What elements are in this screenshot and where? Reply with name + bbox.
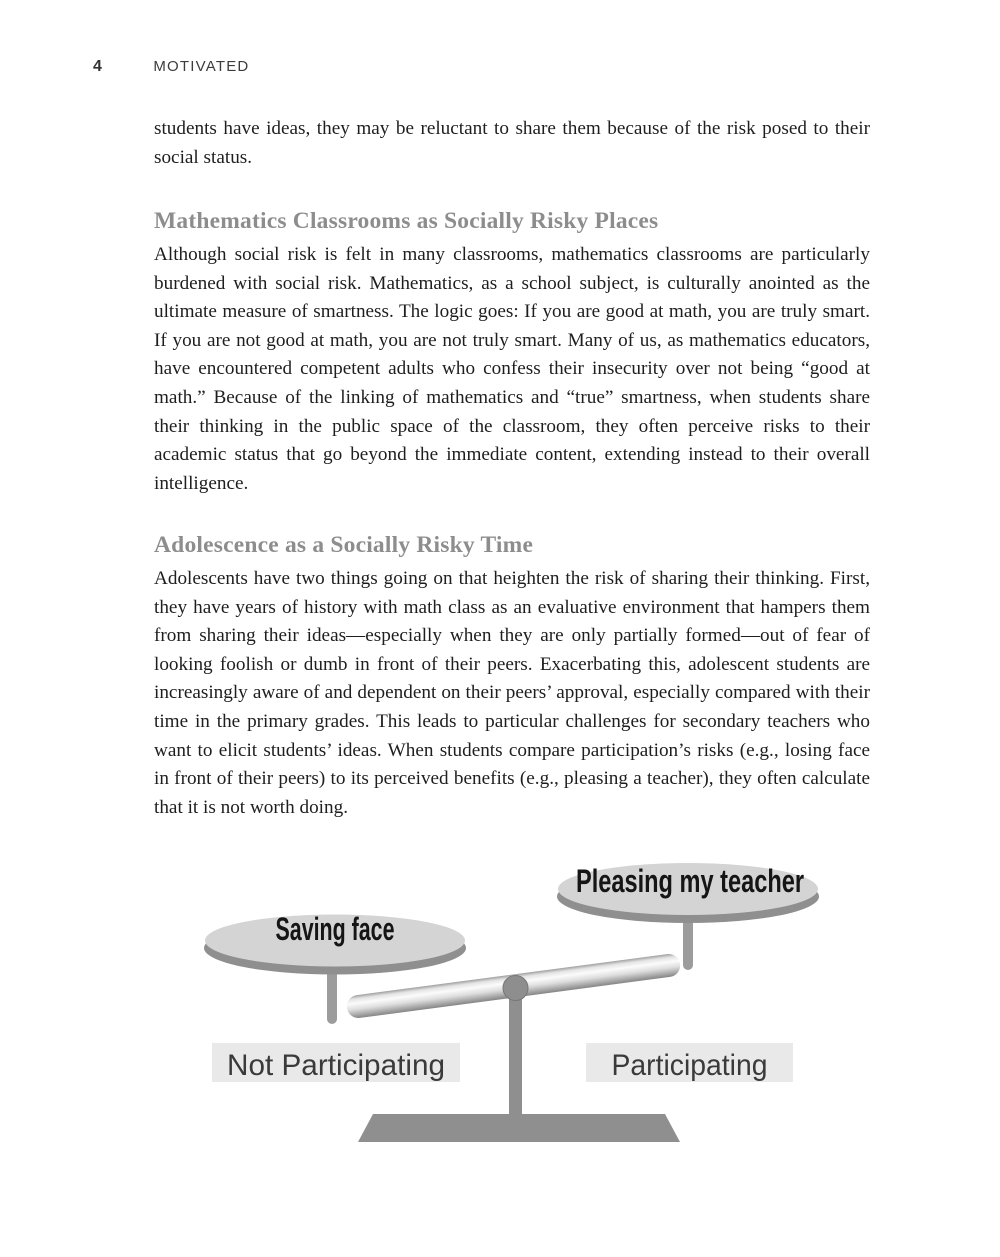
left-pan-label: Saving face xyxy=(275,911,395,947)
section-heading-math-classrooms: Mathematics Classrooms as Socially Risky Places xyxy=(154,208,659,234)
section-paragraph-math-classrooms: Although social risk is felt in many classrooms, mathematics classrooms are particularly burdened with social risk. Mathematics, as a school subject, is culturally anointed as the ultimate measure of smartness. The logic goes: If you are good at math, you are truly smart. If you are not good at math, you are not truly smart. Many of us, as mathematics educators, have encountered competent adults who confess their insecurity over not being “good at math.” Because of the linking of mathematics and “true” smartness, when students share their thinking in the public space of the classroom, they often perceive risks to their academic status that go beyond the immediate content, extending instead to their overall intelligence. xyxy=(154,244,870,494)
balance-scale-figure xyxy=(0,840,1000,1160)
section-paragraph-adolescence: Adolescents have two things going on that heighten the risk of sharing their thinking. First, they have years of history with math class as an evaluative environment that hampers them from sharing their ideas—especially when they are only partially formed—out of fear of looking foolish or dumb in front of their peers. Exacerbating this, adolescent students are increasingly aware of and dependent on their peers’ approval, especially compared with their time in the primary grades. This leads to particular challenges for secondary teachers who want to elicit students’ ideas. When students compare participation’s risks (e.g., losing face in front of their peers) to its perceived benefits (e.g., pleasing a teacher), they often calculate that it is not worth doing. xyxy=(154,568,870,818)
intro-paragraph: students have ideas, they may be reluctant to share them because of the risk posed to their social status. xyxy=(154,118,870,168)
scale-base xyxy=(358,1114,680,1142)
section-heading-adolescence: Adolescence as a Socially Risky Time xyxy=(154,532,534,558)
right-pan-label: Pleasing my teacher xyxy=(576,863,804,899)
right-caption-label: Participating xyxy=(611,1049,768,1082)
balance-scale-svg xyxy=(0,840,1000,1160)
left-caption-label: Not Participating xyxy=(227,1049,445,1082)
scale-post xyxy=(509,988,522,1116)
pivot-circle xyxy=(503,976,528,1001)
page-header xyxy=(93,58,873,76)
running-head: MOTIVATED xyxy=(153,58,250,75)
page-number: 4 xyxy=(93,58,102,75)
